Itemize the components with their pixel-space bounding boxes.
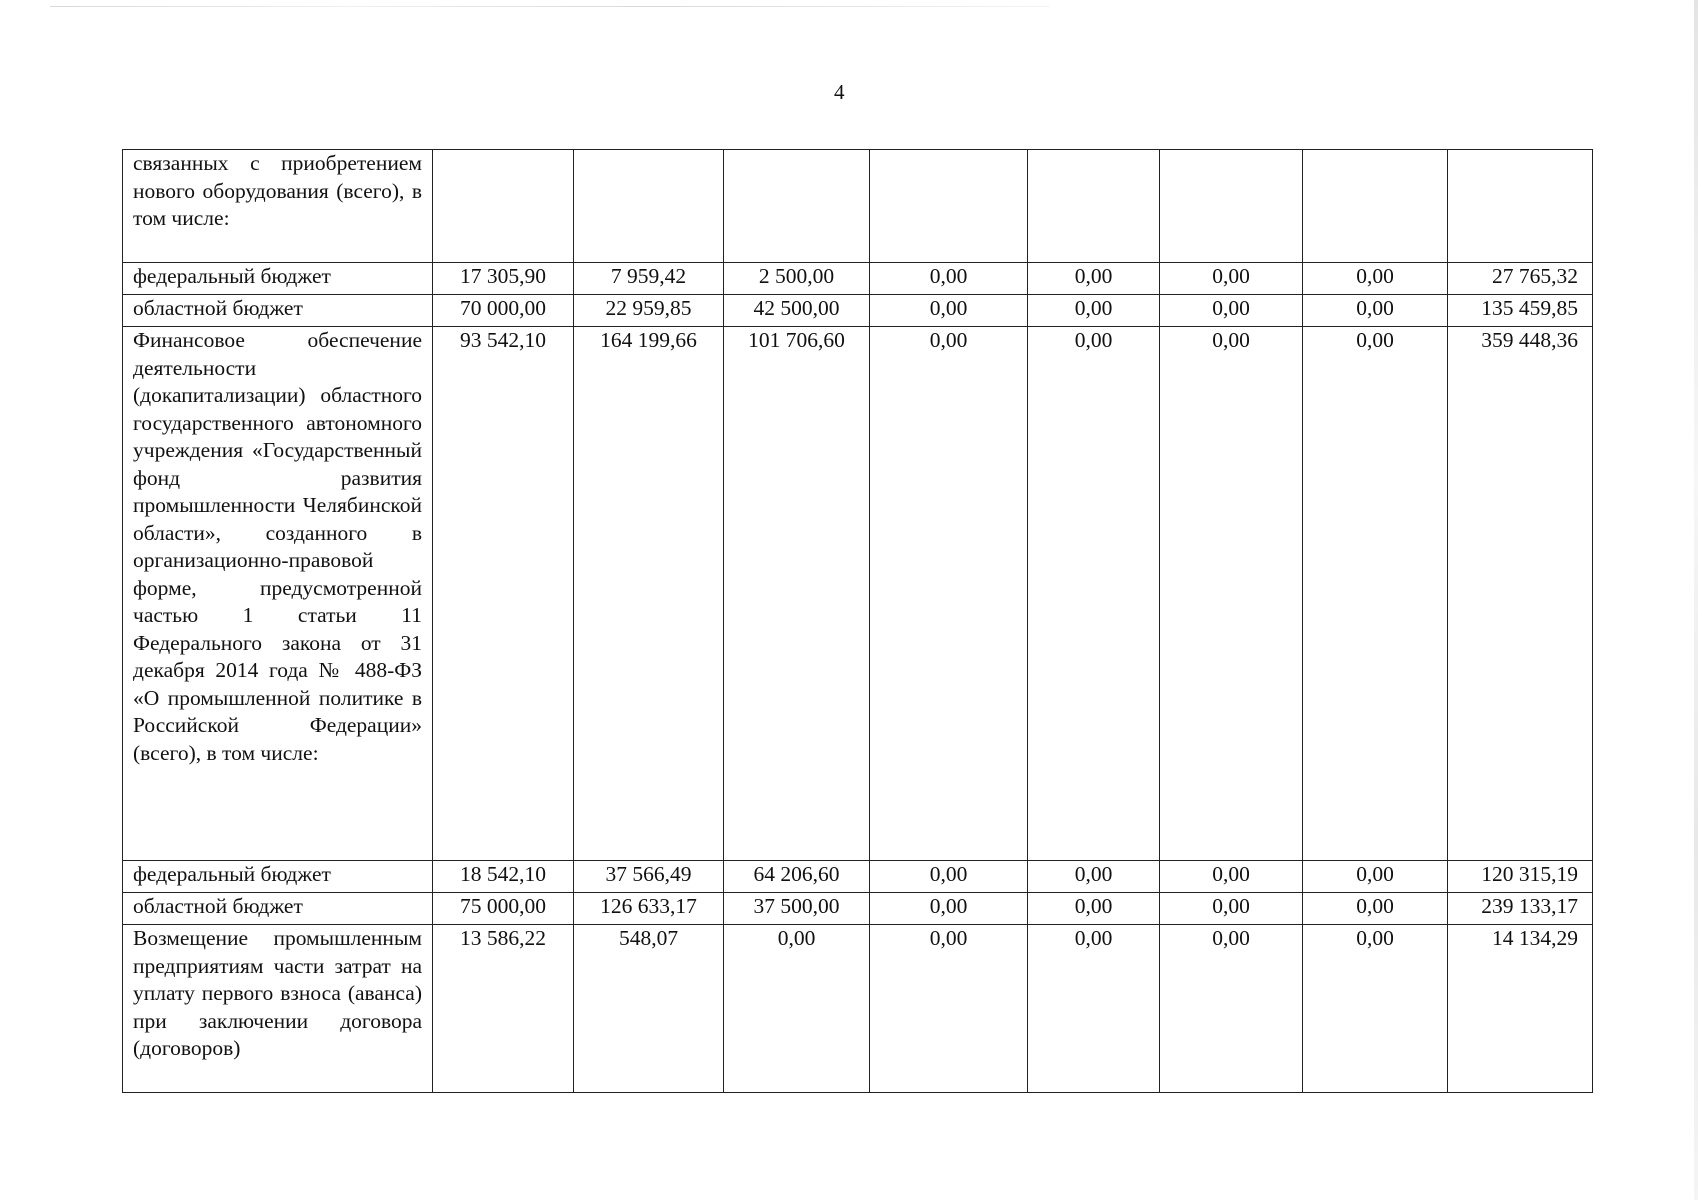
- value-cell: [574, 150, 724, 263]
- value-cell: 7 959,42: [574, 263, 724, 295]
- row-label: федеральный бюджет: [123, 861, 433, 893]
- value-cell: 0,00: [724, 925, 870, 1093]
- table-row: [123, 150, 1593, 263]
- total-cell: 239 133,17: [1448, 893, 1593, 925]
- total-cell: [1448, 150, 1593, 263]
- value-cell: 0,00: [1160, 295, 1303, 327]
- value-cell: 126 633,17: [574, 893, 724, 925]
- value-cell: [870, 150, 1028, 263]
- value-cell: 37 566,49: [574, 861, 724, 893]
- value-cell: 0,00: [870, 861, 1028, 893]
- value-cell: 22 959,85: [574, 295, 724, 327]
- total-cell: 135 459,85: [1448, 295, 1593, 327]
- row-label: областной бюджет: [123, 295, 433, 327]
- page-number: 4: [834, 80, 845, 104]
- row-label: Возмещение промышленным предприятиям части затрат на уплату первого взноса (аванса) при заключении договора (договоров): [123, 925, 433, 1093]
- value-cell: 2 500,00: [724, 263, 870, 295]
- value-cell: [433, 150, 574, 263]
- value-cell: 0,00: [1028, 263, 1160, 295]
- value-cell: 0,00: [1028, 861, 1160, 893]
- value-cell: 0,00: [870, 327, 1028, 861]
- value-cell: 101 706,60: [724, 327, 870, 861]
- total-cell: 27 765,32: [1448, 263, 1593, 295]
- row-label: Финансовое обеспечение деятельности (докапитализации) областного государственного автономного учреждения «Государственный фонд развития промышленности Челябинской области», созданного в организационно-правовой форме, предусмотренной частью 1 статьи 11 Федерального закона от 31 декабря 2014 года № 488-ФЗ «О промышленной политике в Российской Федерации» (всего), в том числе:: [123, 327, 433, 861]
- total-cell: 14 134,29: [1448, 925, 1593, 1093]
- value-cell: 0,00: [1160, 263, 1303, 295]
- value-cell: 0,00: [1160, 893, 1303, 925]
- table-row: [123, 263, 1593, 295]
- value-cell: [1160, 150, 1303, 263]
- value-cell: [1303, 150, 1448, 263]
- table-row: [123, 893, 1593, 925]
- budget-table: [122, 149, 1593, 1093]
- table-row: [123, 861, 1593, 893]
- scan-artifact-top: [50, 6, 1050, 7]
- value-cell: 37 500,00: [724, 893, 870, 925]
- row-label: областной бюджет: [123, 893, 433, 925]
- value-cell: 0,00: [1303, 327, 1448, 861]
- total-cell: 120 315,19: [1448, 861, 1593, 893]
- table-row: [123, 327, 1593, 861]
- row-label: федеральный бюджет: [123, 263, 433, 295]
- value-cell: 0,00: [1303, 925, 1448, 1093]
- value-cell: 548,07: [574, 925, 724, 1093]
- value-cell: 0,00: [1160, 327, 1303, 861]
- value-cell: 0,00: [870, 263, 1028, 295]
- value-cell: 0,00: [870, 925, 1028, 1093]
- value-cell: 42 500,00: [724, 295, 870, 327]
- value-cell: 0,00: [1303, 263, 1448, 295]
- value-cell: 13 586,22: [433, 925, 574, 1093]
- value-cell: 18 542,10: [433, 861, 574, 893]
- value-cell: 0,00: [1303, 295, 1448, 327]
- value-cell: 0,00: [1303, 893, 1448, 925]
- value-cell: 75 000,00: [433, 893, 574, 925]
- value-cell: 17 305,90: [433, 263, 574, 295]
- value-cell: 0,00: [1160, 861, 1303, 893]
- value-cell: 64 206,60: [724, 861, 870, 893]
- table-row: [123, 925, 1593, 1093]
- value-cell: 164 199,66: [574, 327, 724, 861]
- value-cell: [724, 150, 870, 263]
- table-row: [123, 295, 1593, 327]
- value-cell: 93 542,10: [433, 327, 574, 861]
- value-cell: 0,00: [1303, 861, 1448, 893]
- value-cell: 0,00: [1160, 925, 1303, 1093]
- value-cell: 70 000,00: [433, 295, 574, 327]
- value-cell: 0,00: [1028, 327, 1160, 861]
- value-cell: 0,00: [1028, 295, 1160, 327]
- value-cell: 0,00: [870, 295, 1028, 327]
- value-cell: 0,00: [1028, 893, 1160, 925]
- row-label: связанных с приобретением нового оборудования (всего), в том числе:: [123, 150, 433, 263]
- scan-artifact-right-edge: [1694, 0, 1698, 1200]
- value-cell: 0,00: [1028, 925, 1160, 1093]
- value-cell: 0,00: [870, 893, 1028, 925]
- total-cell: 359 448,36: [1448, 327, 1593, 861]
- value-cell: [1028, 150, 1160, 263]
